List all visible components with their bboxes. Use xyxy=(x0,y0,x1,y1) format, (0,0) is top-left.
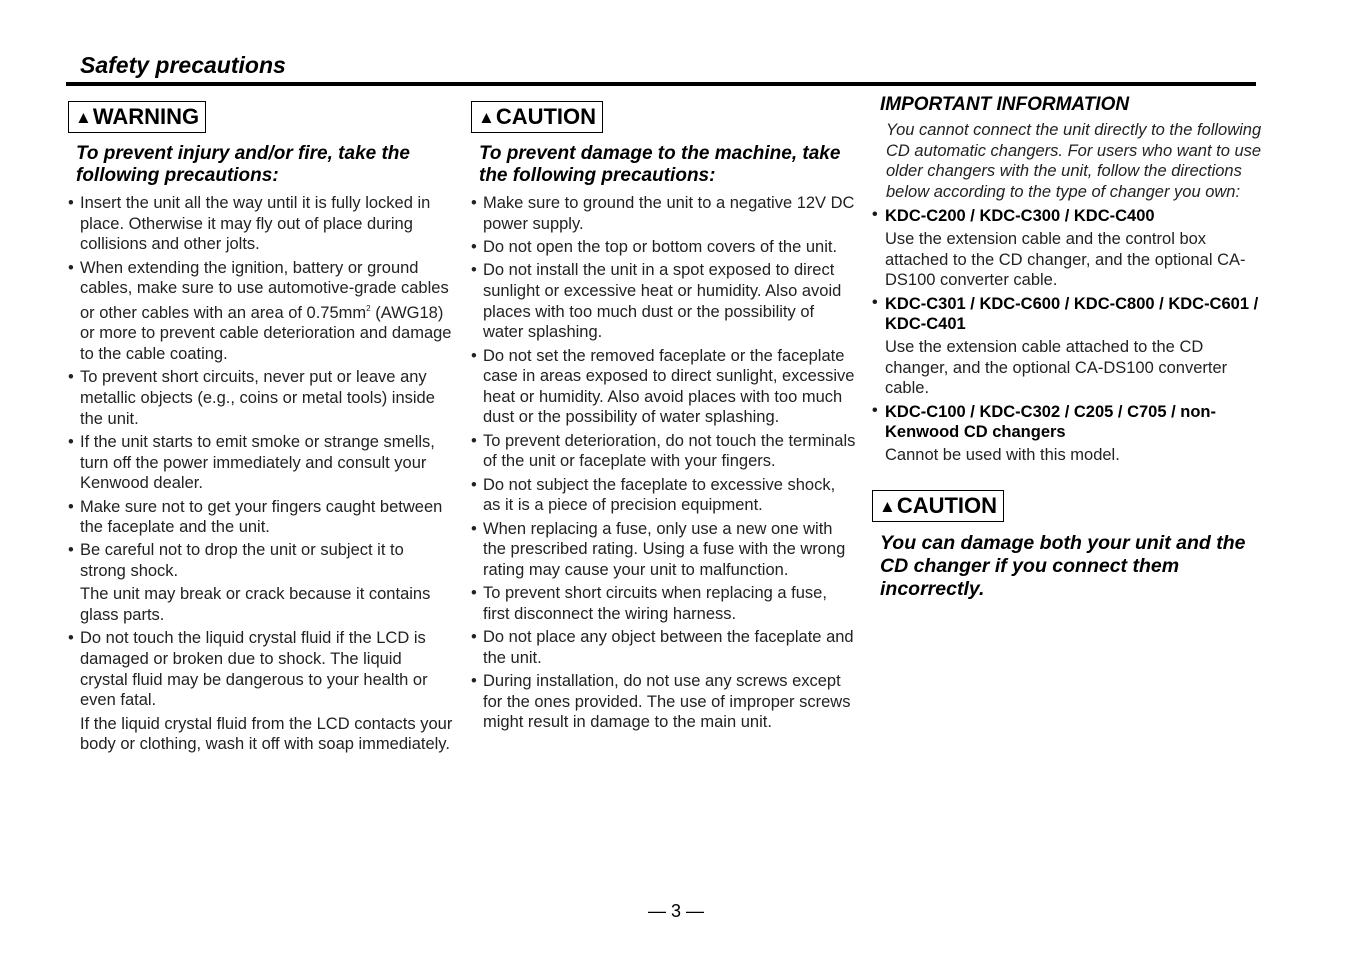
list-item: • To prevent short circuits, never put or leave any metallic objects (e.g., coins or metal tools) inside the unit. xyxy=(68,368,435,428)
list-item: • Do not install the unit in a spot exposed to direct sunlight or excessive heat or humidity. Also avoid places with too much dust or the possibility of water splashing. xyxy=(471,261,842,342)
list-item: • During installation, do not use any screws except for the ones provided. The use of improper screws might result in damage to the main unit. xyxy=(471,672,851,732)
list-item: • Do not touch the liquid crystal fluid if the LCD is damaged or broken due to shock. The liquid crystal fluid may be dangerous to your health or even fatal. If the liquid crystal fluid from the LCD contacts your body or clothing, wash it off with soap immediately. xyxy=(68,629,453,754)
caution-triangle-icon: ▲ xyxy=(879,496,896,516)
list-item: • To prevent deterioration, do not touch the terminals of the unit or faceplate with your fingers. xyxy=(471,431,856,471)
important-body: You cannot connect the unit directly to the following CD automatic changers. For users who want to use older changers with the unit, follow the directions below according to the type of changer you own: xyxy=(886,121,1262,201)
changer-caution-text: You can damage both your unit and the CD changer if you connect them incorrectly. xyxy=(880,531,1246,600)
list-item: • Do not subject the faceplate to excessive shock, as it is a piece of precision equipment. xyxy=(471,475,836,515)
list-item: • Do not open the top or bottom covers of the unit. xyxy=(471,237,838,256)
caution-badge-label: CAUTION xyxy=(495,104,597,129)
list-item: • Insert the unit all the way until it is fully locked in place. Otherwise it may fly out of place during collisions and other jolts. xyxy=(68,194,431,254)
caution-list xyxy=(471,193,856,733)
list-item: • When replacing a fuse, only use a new one with the prescribed rating. Using a fuse with the wrong rating may cause your unit to malfunction. xyxy=(471,519,846,579)
warning-column xyxy=(68,101,453,758)
caution-badge xyxy=(471,101,603,133)
list-item: • If the unit starts to emit smoke or strange smells, turn off the power immediately and consult your Kenwood dealer. xyxy=(68,432,435,493)
caution-triangle-icon: ▲ xyxy=(478,108,495,127)
warning-badge xyxy=(68,101,206,133)
caution-lead: To prevent damage to the machine, take the following precautions: xyxy=(479,143,841,186)
list-item: • To prevent short circuits when replacing a fuse, first disconnect the wiring harness. xyxy=(471,584,827,623)
changer-model-item: • KDC-C200 / KDC-C300 / KDC-C400 Use the extension cable and the control box attached to the CD changer, and the optional CA-DS100 converter cable. xyxy=(872,206,1262,290)
warning-triangle-icon: ▲ xyxy=(75,108,92,127)
warning-lead: To prevent injury and/or fire, take the following precautions: xyxy=(76,143,410,186)
changer-model-item: • KDC-C301 / KDC-C600 / KDC-C800 / KDC-C601 / KDC-C401 Use the extension cable attached to the CD changer, and the optional CA-DS100 converter cable. xyxy=(872,294,1262,399)
page-title: Safety precautions xyxy=(80,52,286,78)
changer-model-name: KDC-C200 / KDC-C300 / KDC-C400 xyxy=(885,207,1155,226)
important-title: IMPORTANT INFORMATION xyxy=(880,94,1130,115)
caution-column xyxy=(471,101,856,736)
list-item: • Make sure to ground the unit to a negative 12V DC power supply. xyxy=(471,194,855,233)
title-rule xyxy=(66,82,1256,86)
changer-model-name: KDC-C100 / KDC-C302 / C205 / C705 / non-Kenwood CD changers xyxy=(885,402,1217,442)
changer-model-desc: Use the extension cable and the control box attached to the CD changer, and the optional CA-DS100 converter cable. xyxy=(885,229,1246,290)
changer-model-item: • KDC-C100 / KDC-C302 / C205 / C705 / non-Kenwood CD changers Cannot be used with this model. xyxy=(872,402,1262,466)
changer-model-name: KDC-C301 / KDC-C600 / KDC-C800 / KDC-C601 / KDC-C401 xyxy=(885,294,1259,334)
warning-list xyxy=(68,193,453,755)
important-column xyxy=(872,94,1262,601)
list-item: • Make sure not to get your fingers caught between the faceplate and the unit. xyxy=(68,497,443,537)
changer-model-desc: Use the extension cable attached to the CD changer, and the optional CA-DS100 converter cable. xyxy=(885,337,1228,398)
page-number: — 3 — xyxy=(647,901,704,921)
list-item: • Do not place any object between the faceplate and the unit. xyxy=(471,628,854,667)
list-item: • When extending the ignition, battery or ground cables, make sure to use automotive-grade cables or other cables with an area of $0.75mm^2$ (AWG18) or more to prevent cable deterioration and damage to the cable coating. xyxy=(68,258,452,363)
list-item: • Do not set the removed faceplate or the faceplate case in areas exposed to direct sunlight, excessive heat or humidity. Also avoid places with too much dust or the possibility of water splashing. xyxy=(471,346,855,427)
changer-caution xyxy=(872,490,1262,601)
superscript: 2 xyxy=(366,303,371,313)
list-item-note: The unit may break or crack because it contains glass parts. xyxy=(80,585,431,625)
changer-caution-badge xyxy=(872,490,1004,522)
changer-model-desc: Cannot be used with this model. xyxy=(885,445,1120,464)
list-item: • Be careful not to drop the unit or subject it to strong shock. The unit may break or crack because it contains glass parts. xyxy=(68,540,453,625)
warning-badge-label: WARNING xyxy=(92,104,200,129)
changer-caution-badge-label: CAUTION xyxy=(896,492,998,518)
list-item-note: If the liquid crystal fluid from the LCD contacts your body or clothing, wash it off with soap immediately. xyxy=(80,714,453,754)
